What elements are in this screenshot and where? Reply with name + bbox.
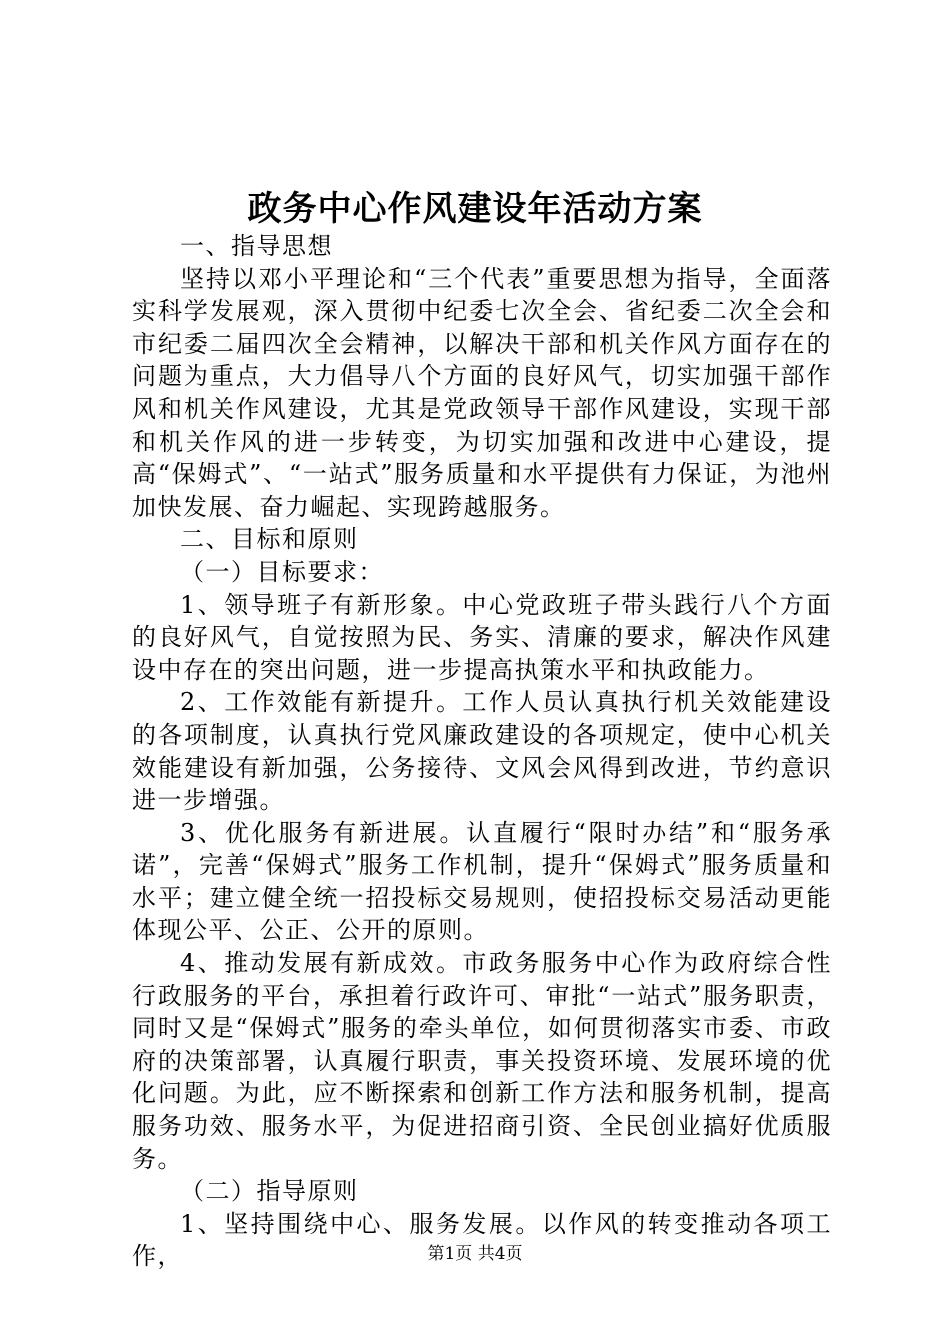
paragraph: 4、推动发展有新成效。市政务服务中心作为政府综合性行政服务的平台，承担着行政许可、审批“一站式”服务职责，同时又是“保姆式”服务的牵头单位，如何贯彻落实市委、市政府的决策部署，认真履行职责，事关投资环境、发展环境的优化问题。为此，应不断探索和创新工作方法和服务机制，提高服务功效、服务水平，为促进招商引资、全民创业搞好优质服务。 [132, 949, 832, 1173]
paragraph: 2、工作效能有新提升。工作人员认真执行机关效能建设的各项制度，认真执行党风廉政建设的各项规定，使中心机关效能建设有新加强，公务接待、文风会风得到改进，节约意识进一步增强。 [132, 688, 832, 815]
subsection-heading: （一）目标要求： [180, 557, 384, 586]
paragraph: 1、领导班子有新形象。中心党政班子带头践行八个方面的良好风气，自觉按照为民、务实、清廉的要求，解决作风建设中存在的突出问题，进一步提高执策水平和执政能力。 [132, 590, 832, 684]
paragraph: 坚持以邓小平理论和“三个代表”重要思想为指导，全面落实科学发展观，深入贯彻中纪委七次全会、省纪委二次全会和市纪委二届四次全会精神，以解决干部和机关作风方面存在的问题为重点，大力倡导八个方面的良好风气，切实加强干部作风和机关作风建设，尤其是党政领导干部作风建设，实现干部和机关作风的进一步转变，为切实加强和改进中心建设，提高“保姆式”、“一站式”服务质量和水平提供有力保证，为池州加快发展、奋力崛起、实现跨越服务。 [132, 264, 832, 521]
document-title: 政务中心作风建设年活动方案 [247, 189, 703, 229]
section-heading: 二、目标和原则 [180, 525, 359, 554]
page-footer: 第1页 共4页 [427, 1244, 523, 1264]
subsection-heading: （二）指导原则 [180, 1177, 359, 1206]
document-body [132, 230, 832, 1273]
paragraph: 1、坚持围绕中心、服务发展。以作风的转变推动各项工作， [132, 1209, 832, 1271]
section-heading: 一、指导思想 [180, 232, 333, 260]
paragraph: 3、优化服务有新进展。认直履行“限时办结”和“服务承诺”，完善“保姆式”服务工作机制，提升“保姆式”服务质量和水平；建立健全统一招投标交易规则，使招投标交易活动更能体现公平、公正、公开的原则。 [132, 818, 832, 945]
